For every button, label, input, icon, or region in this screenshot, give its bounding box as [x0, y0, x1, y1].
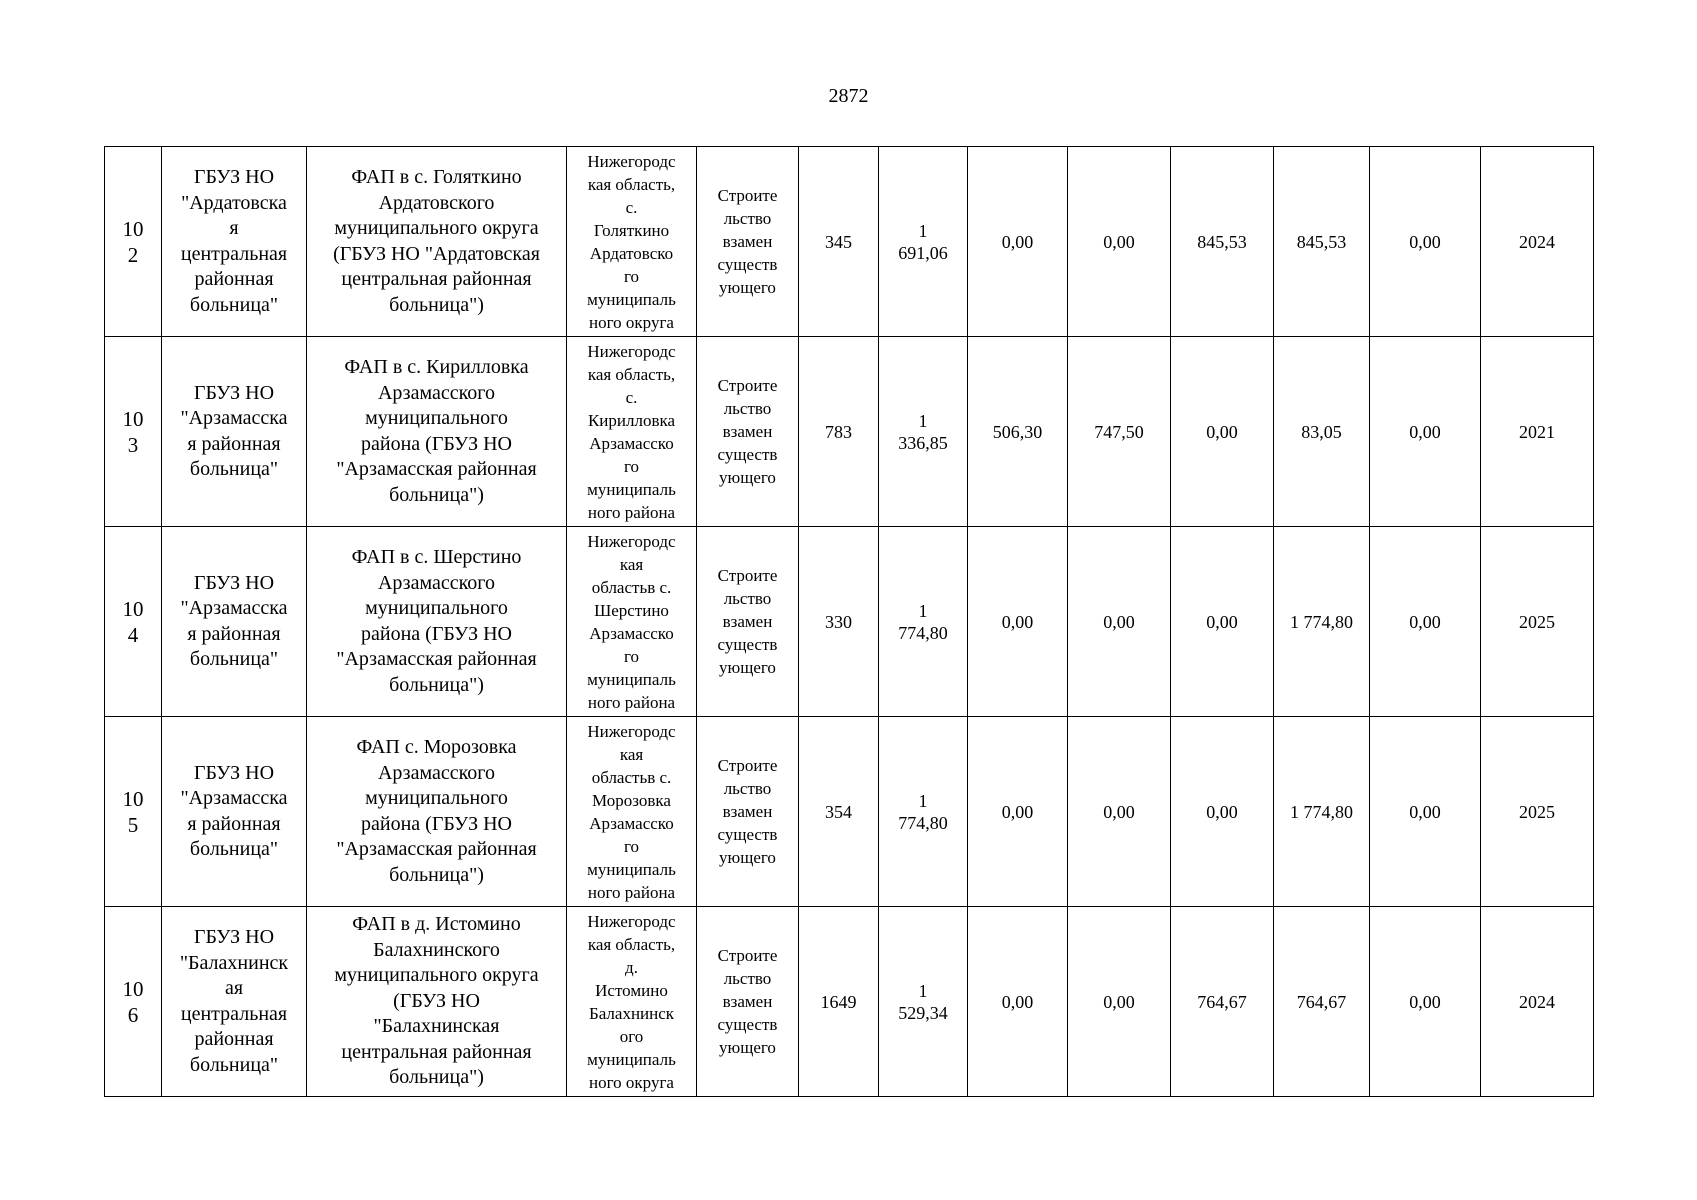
value-cell-4: 0,00	[1068, 527, 1171, 717]
address-cell: Нижегородс кая областьв с. Шерстино Арзамасско го муниципаль ного района	[567, 527, 697, 717]
value-cell-3: 0,00	[968, 717, 1068, 907]
row-number: 10 2	[105, 147, 162, 337]
construction-type-cell: Строите льство взамен существ ующего	[697, 717, 799, 907]
address-cell: Нижегородс кая областьв с. Морозовка Арзамасско го муниципаль ного района	[567, 717, 697, 907]
value-cell-1: 783	[799, 337, 879, 527]
address-cell: Нижегородс кая область, с. Кирилловка Арзамасско го муниципаль ного района	[567, 337, 697, 527]
value-cell-5: 0,00	[1171, 337, 1274, 527]
year-cell: 2025	[1481, 717, 1594, 907]
value-cell-2: 1 774,80	[879, 717, 968, 907]
facility-name-cell: ФАП в с. Голяткино Ардатовского муниципального округа (ГБУЗ НО "Ардатовская центральная районная больница")	[307, 147, 567, 337]
year-cell: 2024	[1481, 147, 1594, 337]
value-cell-3: 0,00	[968, 907, 1068, 1097]
year-cell: 2021	[1481, 337, 1594, 527]
value-cell-7: 0,00	[1370, 717, 1481, 907]
organization-cell: ГБУЗ НО "Ардатовска я центральная районная больница"	[162, 147, 307, 337]
value-cell-6: 1 774,80	[1274, 717, 1370, 907]
table-body	[105, 147, 1594, 1097]
value-cell-6: 1 774,80	[1274, 527, 1370, 717]
value-cell-3: 506,30	[968, 337, 1068, 527]
facility-name-cell: ФАП в с. Шерстино Арзамасского муниципального района (ГБУЗ НО "Арзамасская районная больница")	[307, 527, 567, 717]
construction-type-cell: Строите льство взамен существ ующего	[697, 527, 799, 717]
value-cell-7: 0,00	[1370, 907, 1481, 1097]
value-cell-6: 764,67	[1274, 907, 1370, 1097]
value-cell-5: 764,67	[1171, 907, 1274, 1097]
row-number: 10 3	[105, 337, 162, 527]
table-row	[105, 527, 1594, 717]
value-cell-4: 0,00	[1068, 147, 1171, 337]
page-number: 2872	[828, 85, 869, 107]
address-cell: Нижегородс кая область, с. Голяткино Ардатовско го муниципаль ного округа	[567, 147, 697, 337]
facilities-table	[104, 146, 1594, 1097]
organization-cell: ГБУЗ НО "Балахнинск ая центральная районная больница"	[162, 907, 307, 1097]
table-row	[105, 337, 1594, 527]
value-cell-1: 345	[799, 147, 879, 337]
value-cell-6: 83,05	[1274, 337, 1370, 527]
value-cell-5: 845,53	[1171, 147, 1274, 337]
year-cell: 2024	[1481, 907, 1594, 1097]
value-cell-2: 1 336,85	[879, 337, 968, 527]
value-cell-5: 0,00	[1171, 527, 1274, 717]
value-cell-4: 0,00	[1068, 907, 1171, 1097]
table-row	[105, 717, 1594, 907]
value-cell-1: 1649	[799, 907, 879, 1097]
organization-cell: ГБУЗ НО "Арзамасска я районная больница"	[162, 337, 307, 527]
address-cell: Нижегородс кая область, д. Истомино Балахнинск ого муниципаль ного округа	[567, 907, 697, 1097]
value-cell-4: 0,00	[1068, 717, 1171, 907]
organization-cell: ГБУЗ НО "Арзамасска я районная больница"	[162, 717, 307, 907]
value-cell-3: 0,00	[968, 147, 1068, 337]
row-number: 10 5	[105, 717, 162, 907]
value-cell-2: 1 529,34	[879, 907, 968, 1097]
value-cell-2: 1 774,80	[879, 527, 968, 717]
value-cell-6: 845,53	[1274, 147, 1370, 337]
year-cell: 2025	[1481, 527, 1594, 717]
table-row	[105, 907, 1594, 1097]
value-cell-7: 0,00	[1370, 337, 1481, 527]
facility-name-cell: ФАП в д. Истомино Балахнинского муниципального округа (ГБУЗ НО "Балахнинская центральная районная больница")	[307, 907, 567, 1097]
value-cell-1: 330	[799, 527, 879, 717]
construction-type-cell: Строите льство взамен существ ующего	[697, 907, 799, 1097]
value-cell-5: 0,00	[1171, 717, 1274, 907]
value-cell-3: 0,00	[968, 527, 1068, 717]
row-number: 10 6	[105, 907, 162, 1097]
row-number: 10 4	[105, 527, 162, 717]
value-cell-7: 0,00	[1370, 527, 1481, 717]
value-cell-2: 1 691,06	[879, 147, 968, 337]
table-row	[105, 147, 1594, 337]
construction-type-cell: Строите льство взамен существ ующего	[697, 337, 799, 527]
organization-cell: ГБУЗ НО "Арзамасска я районная больница"	[162, 527, 307, 717]
construction-type-cell: Строите льство взамен существ ующего	[697, 147, 799, 337]
value-cell-4: 747,50	[1068, 337, 1171, 527]
value-cell-1: 354	[799, 717, 879, 907]
facility-name-cell: ФАП в с. Кирилловка Арзамасского муниципального района (ГБУЗ НО "Арзамасская районная больница")	[307, 337, 567, 527]
facility-name-cell: ФАП с. Морозовка Арзамасского муниципального района (ГБУЗ НО "Арзамасская районная больница")	[307, 717, 567, 907]
value-cell-7: 0,00	[1370, 147, 1481, 337]
